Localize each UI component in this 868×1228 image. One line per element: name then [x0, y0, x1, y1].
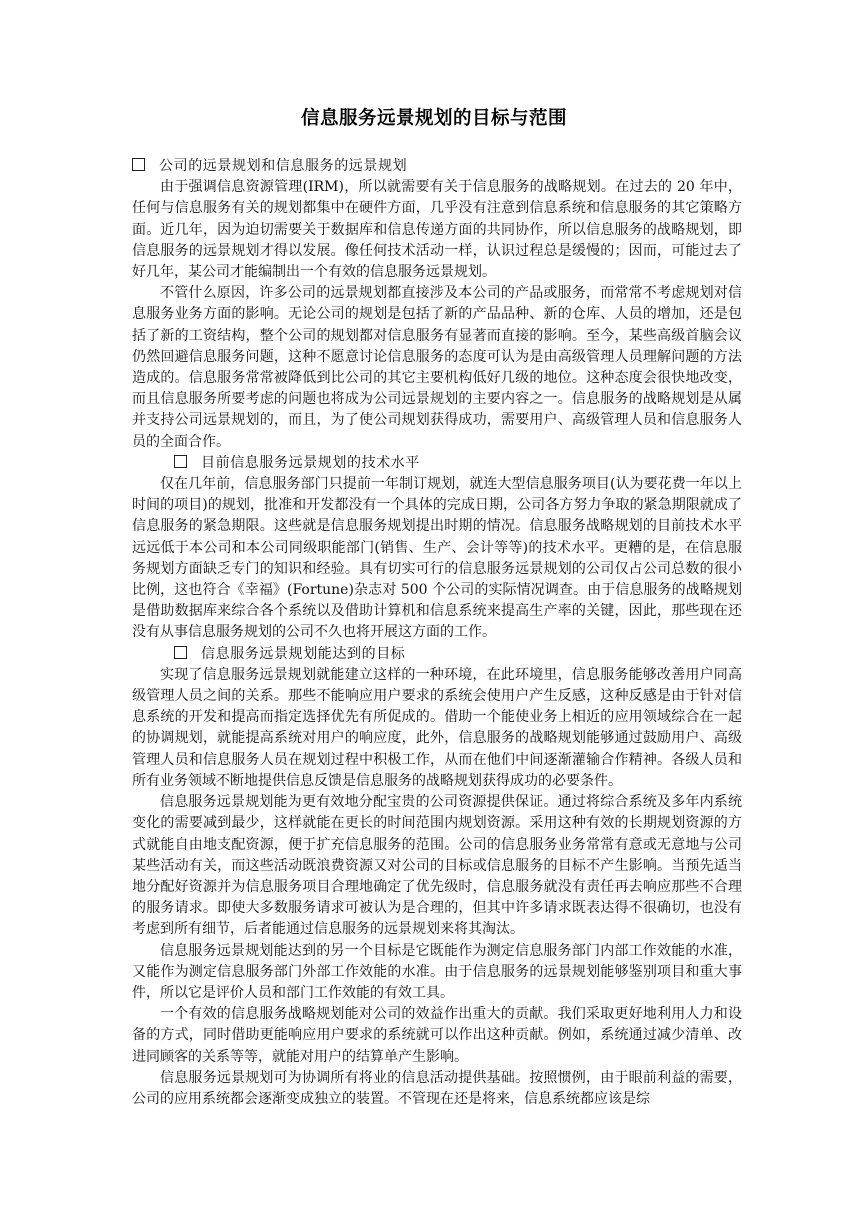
checkbox-icon: [132, 158, 145, 171]
checkbox-icon: [174, 455, 187, 468]
section-heading-text: 公司的远景规划和信息服务的远景规划: [159, 158, 408, 174]
document-body: [132, 156, 742, 1110]
paragraph: 信息服务远景规划能达到的另一个目标是它既能作为测定信息服务部门内部工作效能的水准，又能作为测定信息服务部门外部工作效能的水准。由于信息服务的远景规划能够鉴别项目和重大事件，所以它是评价人员和部门工作效能的有效工具。: [132, 942, 742, 1001]
paragraph: 由于强调信息资源管理(IRM)，所以就需要有关于信息服务的战略规划。在过去的 20 年中，任何与信息服务有关的规划都集中在硬件方面，几乎没有注意到信息系统和信息服务的其它策略方面。近几年，因为迫切需要关于数据库和信息传递方面的共同协作，所以信息服务的战略规划，即信息服务的远景规划才得以发展。像任何技术活动一样，认识过程总是缓慢的；因而，可能过去了好几年，某公司才能编制出一个有效的信息服务远景规划。: [132, 179, 742, 281]
paragraph: 信息服务远景规划可为协调所有将业的信息活动提供基础。按照惯例，由于眼前利益的需要，公司的应用系统都会逐渐变成独立的装置。不管现在还是将来，信息系统都应该是综: [132, 1069, 742, 1107]
paragraph: 不管什么原因，许多公司的远景规划都直接涉及本公司的产品或服务，而常常不考虑规划对信息服务业务方面的影响。无论公司的规划是包括了新的产品品种、新的仓库、人员的增加，还是包括了新的工资结构，整个公司的规划都对信息服务有显著而直接的影响。至今，某些高级首脑会议仍然回避信息服务问题，这种不愿意讨论信息服务的态度可认为是由高级管理人员理解问题的方法造成的。信息服务常常被降低到比公司的其它主要机构低好几级的地位。这种态度会很快地改变，而且信息服务所要考虑的问题也将成为公司远景规划的主要内容之一。信息服务的战略规划是从属并支持公司远景规划的，而且，为了使公司规划获得成功，需要用户、高级管理人员和信息服务人员的全面合作。: [132, 285, 742, 450]
paragraph: 仅在几年前，信息服务部门只提前一年制订规划，就连大型信息服务项目(认为要花费一年以上时间的项目)的规划，批准和开发都没有一个具体的完成日期，公司各方努力争取的紧急期限就成了信息服务的紧急期限。这些就是信息服务规划提出时期的情况。信息服务战略规划的目前技术水平远远低于本公司和本公司同级职能部门(销售、生产、会计等等)的技术水平。更糟的是，在信息服务规划方面缺乏专门的知识和经验。具有切实可行的信息服务远景规划的公司仅占公司总数的很小比例，这也符合《幸福》(Fortune)杂志对 500 个公司的实际情况调查。由于信息服务的战略规划是借助数据库来综合各个系统以及借助计算机和信息系统来提高生产率的关键，因此，那些现在还没有从事信息服务规划的公司不久也将开展这方面的工作。: [132, 476, 742, 641]
paragraph: 信息服务远景规划能为更有效地分配宝贵的公司资源提供保证。通过将综合系统及多年内系统变化的需要减到最少，这样就能在更长的时间范围内规划资源。采用这种有效的长期规划资源的方式就能自由地支配资源，便于扩充信息服务的范围。公司的信息服务业务常常有意或无意地与公司某些活动有关，而这些活动既浪费资源又对公司的目标或信息服务的目标不产生影响。当预先适当地分配好资源并为信息服务项目合理地确定了优先级时，信息服务就没有责任再去响应那些不合理的服务请求。即使大多数服务请求可被认为是合理的，但其中许多请求既表达得不很确切，也没有考虑到所有细节，后者能通过信息服务的远景规划来将其淘汰。: [132, 794, 742, 938]
paragraph: 一个有效的信息服务战略规划能对公司的效益作出重大的贡献。我们采取更好地利用人力和设备的方式，同时借助更能响应用户要求的系统就可以作出这种贡献。例如，系统通过减少清单、改进同顾客的关系等等，就能对用户的结算单产生影响。: [132, 1006, 742, 1065]
section-heading-text: 目前信息服务远景规划的技术水平: [201, 454, 420, 471]
paragraph: 实现了信息服务远景规划就能建立这样的一种环境，在此环境里，信息服务能够改善用户同高级管理人员之间的关系。那些不能响应用户要求的系统会使用户产生反感，这种反感是由于针对信息系统的开发和提高而指定选择优先有所促成的。借助一个能使业务上相近的应用领域综合在一起的协调规划，就能提高系统对用户的响应度，此外，信息服务的战略规划能够通过鼓励用户、高级管理人员和信息服务人员在规划过程中积极工作，从而在他们中间逐渐灌输合作精神。各级人员和所有业务领域不断地提供信息反馈是信息服务的战略规划获得成功的必要条件。: [132, 666, 742, 789]
section-heading: [132, 453, 742, 474]
checkbox-icon: [174, 646, 187, 659]
document-title: 信息服务远景规划的目标与范围: [300, 108, 567, 129]
section-heading: [132, 644, 742, 665]
section-heading: [132, 156, 742, 177]
section-heading-text: 信息服务远景规划能达到的目标: [201, 645, 406, 662]
